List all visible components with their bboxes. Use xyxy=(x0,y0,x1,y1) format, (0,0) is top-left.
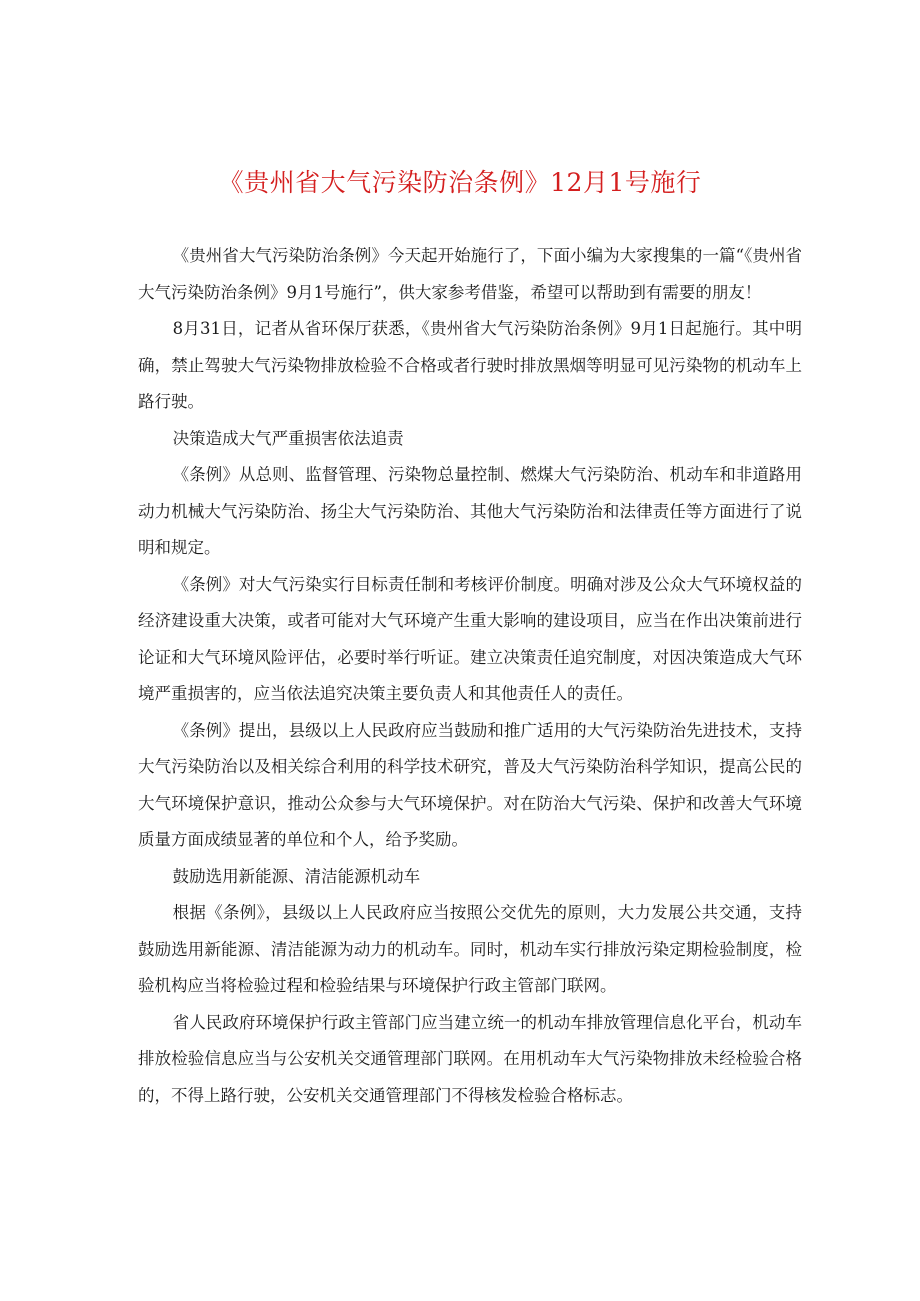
paragraph-public-transport: 根据《条例》，县级以上人民政府应当按照公交优先的原则，大力发展公共交通，支持鼓励选用新能源、清洁能源为动力的机动车。同时，机动车实行排放污染定期检验制度，检验机构应当将检验过程和检验结果与环境保护行政主管部门联网。 xyxy=(138,903,802,995)
paragraph-technology: 《条例》提出，县级以上人民政府应当鼓励和推广适用的大气污染防治先进技术，支持大气污染防治以及相关综合利用的科学技术研究，普及大气污染防治科学知识，提高公民的大气环境保护意识，推动公众参与大气环境保护。对在防治大气污染、保护和改善大气环境质量方面成绩显著的单位和个人，给予奖励。 xyxy=(138,720,802,849)
paragraph-structure: 《条例》从总则、监督管理、污染物总量控制、燃煤大气污染防治、机动车和非道路用动力机械大气污染防治、扬尘大气污染防治、其他大气污染防治和法律责任等方面进行了说明和规定。 xyxy=(138,465,802,557)
document-title: 《贵州省大气污染防治条例》12月1号施行 xyxy=(218,168,702,197)
section-heading-accountability: 决策造成大气严重损害依法追责 xyxy=(172,428,404,448)
paragraph-emission-platform: 省人民政府环境保护行政主管部门应当建立统一的机动车排放管理信息化平台，机动车排放检验信息应当与公安机关交通管理部门联网。在用机动车大气污染物排放未经检验合格的，不得上路行驶，公安机关交通管理部门不得核发检验合格标志。 xyxy=(138,1012,802,1105)
paragraph-intro: 《贵州省大气污染防治条例》今天起开始施行了，下面小编为大家搜集的一篇“《贵州省大气污染防治条例》9月1号施行”，供大家参考借鉴，希望可以帮助到有需要的朋友！ xyxy=(138,246,802,302)
section-heading-vehicles: 鼓励选用新能源、清洁能源机动车 xyxy=(172,866,421,886)
paragraph-responsibility: 《条例》对大气污染实行目标责任制和考核评价制度。明确对涉及公众大气环境权益的经济建设重大决策，或者可能对大气环境产生重大影响的建设项目，应当在作出决策前进行论证和大气环境风险评估，必要时举行听证。建立决策责任追究制度，对因决策造成大气环境严重损害的，应当依法追究决策主要负责人和其他责任人的责任。 xyxy=(138,574,802,703)
document-body xyxy=(138,238,802,1114)
paragraph-news-lead: 8月31日，记者从省环保厅获悉，《贵州省大气污染防治条例》9月1日起施行。其中明确，禁止驾驶大气污染物排放检验不合格或者行驶时排放黑烟等明显可见污染物的机动车上路行驶。 xyxy=(138,319,802,411)
